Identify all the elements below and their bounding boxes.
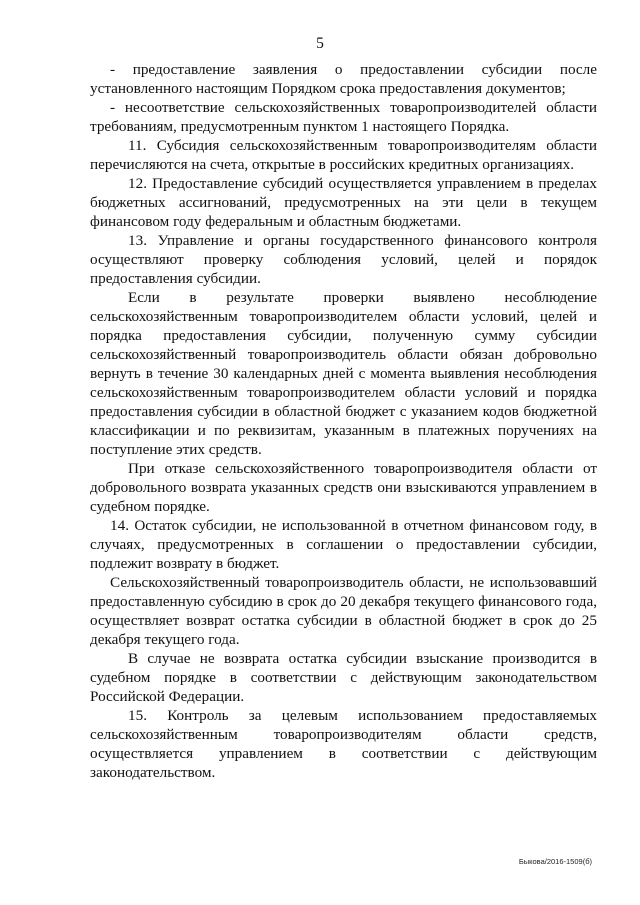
paragraph-clause-15: 15. Контроль за целевым использованием предоставляемых сельскохозяйственным товаропроизводителям области средств, осуществляется управлением в соответствии с действующим законодательством.: [90, 707, 597, 781]
paragraph-clause-11: 11. Субсидия сельскохозяйственным товаропроизводителям области перечисляются на счета, открытые в российских кредитных организациях.: [90, 137, 597, 173]
paragraph-list-item-late-application: - предоставление заявления о предоставлении субсидии после установленного настоящим Порядком срока предоставления документов;: [90, 61, 597, 97]
paragraph-clause-12: 12. Предоставление субсидий осуществляется управлением в пределах бюджетных ассигнований, предусмотренных на эти цели в текущем финансовом году федеральным и областным бюджетами.: [90, 175, 597, 230]
paragraph-clause-14: 14. Остаток субсидии, не использованной в отчетном финансовом году, в случаях, предусмотренных в соглашении о предоставлении субсидии, подлежит возврату в бюджет.: [90, 517, 597, 572]
paragraph-clause-13: 13. Управление и органы государственного финансового контроля осуществляют проверку соблюдения условий, целей и порядок предоставления субсидии.: [90, 232, 597, 287]
paragraph-clause-14-unused: Сельскохозяйственный товаропроизводитель области, не использовавший предоставленную субсидию в срок до 20 декабря текущего финансового года, осуществляет возврат остатка субсидии в областной бюджет в срок до 25 декабря текущего года.: [90, 574, 597, 648]
page-number: 5: [316, 35, 324, 52]
paragraph-list-item-noncompliance: - несоответствие сельскохозяйственных товаропроизводителей области требованиям, предусмотренным пунктом 1 настоящего Порядка.: [90, 99, 597, 135]
paragraph-clause-13-violation: Если в результате проверки выявлено несоблюдение сельскохозяйственным товаропроизводителем области условий, целей и порядка предоставления субсидии, полученную сумму субсидии сельскохозяйственный товаропроизводитель области обязан добровольно вернуть в течение 30 календарных дней с момента выявления несоблюдения сельскохозяйственным товаропроизводителем области условий и порядка предоставления субсидии в областной бюджет с указанием кодов бюджетной классификации и по реквизитам, указанным в платежных поручениях на поступление этих средств.: [90, 289, 597, 458]
paragraph-clause-14-recovery: В случае не возврата остатка субсидии взыскание производится в судебном порядке в соответствии с действующим законодательством Российской Федерации.: [90, 650, 597, 705]
paragraph-clause-13-refusal: При отказе сельскохозяйственного товаропроизводителя области от добровольного возврата указанных средств они взыскиваются управлением в судебном порядке.: [90, 460, 597, 515]
footer-document-code: Быкова/2016-1509(б): [518, 857, 592, 866]
document-body: [90, 60, 597, 782]
